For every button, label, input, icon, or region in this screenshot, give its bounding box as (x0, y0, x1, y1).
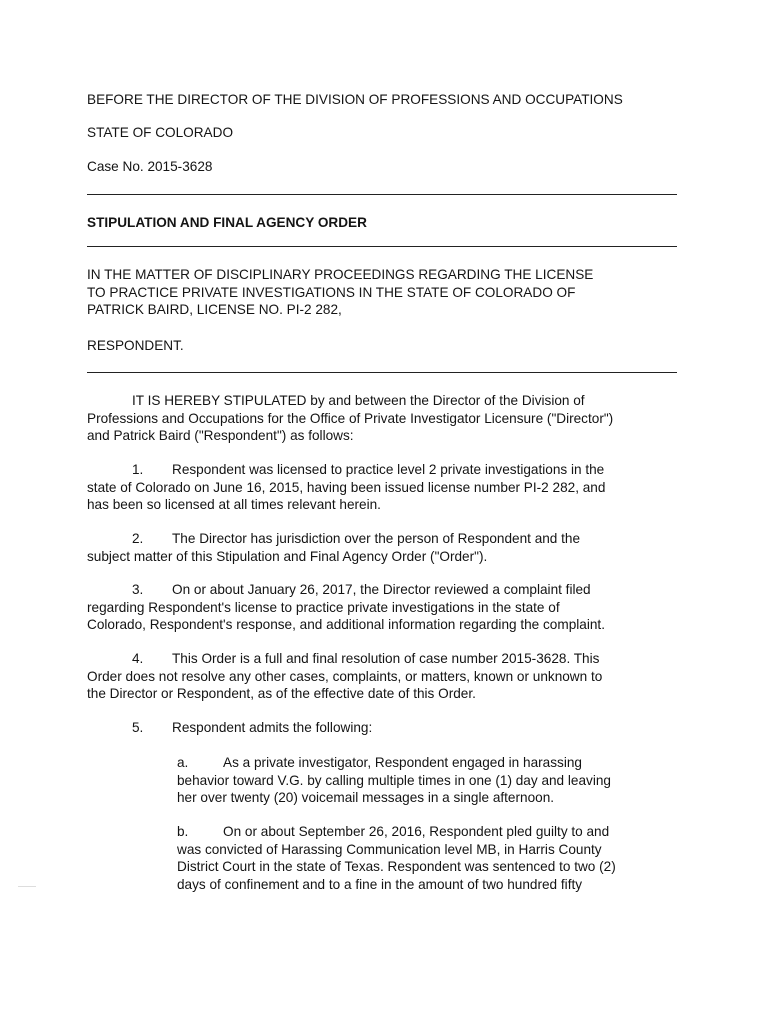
subparagraph-label: b. (177, 824, 189, 839)
intro-line: Professions and Occupations for the Office of Private Investigator Licensure ("Director") (87, 410, 614, 426)
subparagraph-a (177, 754, 687, 807)
paragraph-line: On or about January 26, 2017, the Director reviewed a complaint filed (172, 582, 591, 597)
paragraph-number: 1. (132, 462, 144, 477)
divider (87, 194, 677, 195)
paragraph-line: Respondent admits the following: (172, 720, 373, 735)
paragraph-number: 5. (132, 720, 144, 735)
intro-paragraph (87, 392, 677, 445)
paragraph-line: has been so licensed at all times relevant herein. (87, 497, 381, 512)
paragraph-number: 3. (132, 582, 144, 597)
paragraph-line: Respondent was licensed to practice level 2 private investigations in the (172, 462, 605, 477)
paragraph-2 (87, 530, 677, 565)
respondent-label: RESPONDENT. (87, 338, 184, 353)
header-line-2: STATE OF COLORADO (87, 125, 234, 140)
subparagraph-line: her over twenty (20) voicemail messages in a single afternoon. (177, 790, 555, 805)
subparagraph-line: behavior toward V.G. by calling multiple times in one (1) day and leaving (177, 772, 611, 788)
paragraph-1 (87, 461, 677, 514)
subparagraph-line: days of confinement and to a fine in the amount of two hundred fifty (177, 876, 583, 892)
paragraph-number: 4. (132, 651, 144, 666)
intro-line: and Patrick Baird ("Respondent") as follows: (87, 428, 354, 443)
document-title: STIPULATION AND FINAL AGENCY ORDER (87, 215, 367, 230)
paragraph-line: Order does not resolve any other cases, complaints, or matters, known or unknown to (87, 668, 603, 684)
caption-line: PATRICK BAIRD, LICENSE NO. PI-2 282, (87, 302, 342, 317)
paragraph-line: the Director or Respondent, as of the effective date of this Order. (87, 686, 476, 701)
caption-block (87, 266, 677, 319)
scan-artifact (18, 886, 36, 887)
paragraph-line: regarding Respondent's license to practice private investigations in the state of (87, 599, 560, 615)
paragraph-5 (87, 719, 677, 737)
paragraph-3 (87, 581, 677, 634)
subparagraph-line: was convicted of Harassing Communication level MB, in Harris County (177, 841, 602, 857)
subparagraph-line: District Court in the state of Texas. Respondent was sentenced to two (2) (177, 859, 616, 874)
caption-line: TO PRACTICE PRIVATE INVESTIGATIONS IN THE STATE OF COLORADO OF (87, 284, 576, 300)
caption-line: IN THE MATTER OF DISCIPLINARY PROCEEDINGS REGARDING THE LICENSE (87, 267, 594, 282)
subparagraph-b (177, 823, 687, 893)
paragraph-line: The Director has jurisdiction over the person of Respondent and the (172, 531, 581, 546)
paragraph-4 (87, 650, 677, 703)
paragraph-line: This Order is a full and final resolution of case number 2015-3628. This (172, 651, 600, 666)
paragraph-line: Colorado, Respondent's response, and additional information regarding the complaint. (87, 617, 605, 632)
divider (87, 372, 677, 373)
subparagraph-line: As a private investigator, Respondent engaged in harassing (223, 755, 582, 770)
paragraph-number: 2. (132, 531, 144, 546)
paragraph-line: state of Colorado on June 16, 2015, having been issued license number PI-2 282, and (87, 479, 606, 495)
case-number: Case No. 2015-3628 (87, 159, 213, 174)
divider (87, 246, 677, 247)
subparagraph-label: a. (177, 755, 189, 770)
intro-line: IT IS HEREBY STIPULATED by and between the Director of the Division of (132, 393, 585, 408)
paragraph-line: subject matter of this Stipulation and Final Agency Order ("Order"). (87, 548, 488, 564)
subparagraph-line: On or about September 26, 2016, Respondent pled guilty to and (223, 824, 610, 839)
header-line-1: BEFORE THE DIRECTOR OF THE DIVISION OF PROFESSIONS AND OCCUPATIONS (87, 92, 623, 107)
